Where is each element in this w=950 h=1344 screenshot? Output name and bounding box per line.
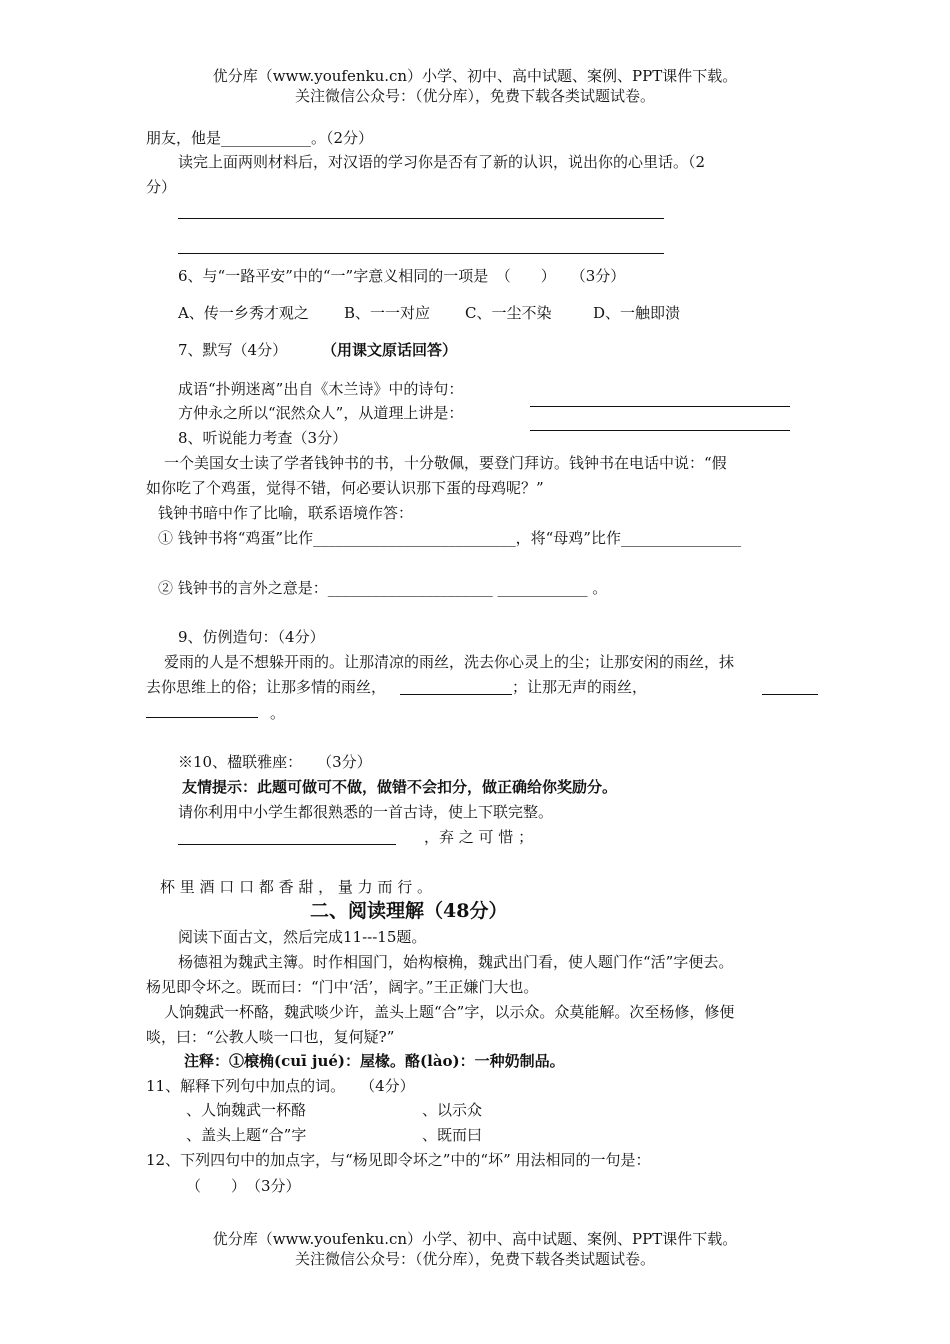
q11-item-1: 、人饷魏武一杯酪 <box>186 1101 307 1119</box>
q5-prompt-b: 分） <box>146 178 177 196</box>
footer-line-1: 优分库（www.youfenku.cn）小学、初中、高中试题、案例、PPT课件下载。 <box>212 1230 738 1248</box>
q7-note: （用课文原话回答） <box>322 341 458 359</box>
q11-item-2: 、以示众 <box>422 1101 483 1119</box>
q6-option-b: B、一一对应 <box>344 304 431 322</box>
q5-prompt-a: 读完上面两则材料后，对汉语的学习你是否有了新的认识，说出你的心里话。（2 <box>178 153 706 171</box>
reading-text-a: 杨德祖为魏武主簿。时作相国门，始构榱桷，魏武出门看，使人题门作“活”字便去。 <box>178 953 734 971</box>
answer-line[interactable] <box>400 694 512 695</box>
q9-para-c: 。 <box>270 704 286 722</box>
reading-note: 注释：①榱桷(cuī jué)：屋椽。酪(lào)：一种奶制品。 <box>184 1052 565 1070</box>
q11-stem: 11、解释下列句中加点的词。 （4分） <box>146 1077 415 1095</box>
answer-line[interactable] <box>178 253 664 254</box>
footer-line-2: 关注微信公众号：（优分库），免费下载各类试题试卷。 <box>294 1250 655 1268</box>
answer-line[interactable] <box>530 406 790 407</box>
q7-label: 7、默写（4分） <box>178 341 288 359</box>
q10-tip: 友情提示：此题可做可不做，做错不会扣分，做正确给你奖励分。 <box>182 778 618 796</box>
q8-sub-2: ② 钱钟书的言外之意是：______________________ ____________ 。 <box>158 579 608 597</box>
q6-stem: 6、与“一路平安”中的“一”字意义相同的一项是 （ ） （3分） <box>178 267 626 285</box>
answer-line[interactable] <box>178 844 396 845</box>
q10-label: ※10、楹联雅座： （3分） <box>178 753 372 771</box>
reading-text-b: 杨见即令坏之。既而曰：“门中‘活’，阔字。”王正嫌门大也。 <box>146 978 539 996</box>
q10-upper-tail: ，弃 之 可 惜 ； <box>424 828 534 846</box>
answer-line[interactable] <box>762 694 818 695</box>
section-title: 二、阅读理解（48分） <box>310 900 508 922</box>
answer-line[interactable] <box>530 430 790 431</box>
q11-item-3: 、盖头上题“合”字 <box>186 1126 307 1144</box>
q12-tail: （ ） （3分） <box>186 1177 301 1195</box>
q6-option-d: D、一触即溃 <box>593 304 681 322</box>
header-line-1: 优分库（www.youfenku.cn）小学、初中、高中试题、案例、PPT课件下载。 <box>212 67 738 85</box>
q9-para-b-1: 去你思维上的俗；让那多情的雨丝， <box>146 678 387 696</box>
reading-intro: 阅读下面古文，然后完成11---15题。 <box>178 928 427 946</box>
q8-label: 8、听说能力考查（3分） <box>178 429 348 447</box>
q8-para-c: 钱钟书暗中作了比喻，联系语境作答： <box>158 504 414 522</box>
answer-line[interactable] <box>178 218 664 219</box>
header-line-2: 关注微信公众号：（优分库），免费下载各类试题试卷。 <box>294 87 655 105</box>
q8-sub-1: ① 钱钟书将“鸡蛋”比作___________________________，将“母鸡”比作________________ <box>158 529 741 547</box>
q10-lower: 杯 里 酒 口 口 都 香 甜 ， 量 力 而 行 。 <box>160 878 432 896</box>
q7-line-2: 方仲永之所以“泯然众人”，从道理上讲是： <box>178 404 464 422</box>
reading-text-d: 啖，曰：“公教人啖一口也，复何疑?” <box>146 1028 395 1046</box>
q9-para-a: 爱雨的人是不想躲开雨的。让那清凉的雨丝，洗去你心灵上的尘；让那安闲的雨丝，抹 <box>164 653 735 671</box>
q10-instruction: 请你利用中小学生都很熟悉的一首古诗，使上下联完整。 <box>178 803 554 821</box>
reading-text-c: 人饷魏武一杯酪，魏武啖少许，盖头上题“合”字，以示众。众莫能解。次至杨修，修便 <box>164 1003 735 1021</box>
q8-para-b: 如你吃了个鸡蛋，觉得不错，何必要认识那下蛋的母鸡呢？” <box>146 479 544 497</box>
q11-item-4: 、既而曰 <box>422 1126 483 1144</box>
q8-para-a: 一个美国女士读了学者钱钟书的书，十分敬佩，要登门拜访。钱钟书在电话中说：“假 <box>164 454 727 472</box>
q6-option-a: A、传一乡秀才观之 <box>178 304 309 322</box>
q12-stem: 12、下列四句中的加点字，与“杨见即令坏之”中的“坏” 用法相同的一句是： <box>146 1151 651 1169</box>
q9-label: 9、仿例造句：（4分） <box>178 628 325 646</box>
q6-option-c: C、一尘不染 <box>465 304 552 322</box>
q7-line-1: 成语“扑朔迷离”出自《木兰诗》中的诗句： <box>178 380 464 398</box>
q9-para-b-2: ；让那无声的雨丝， <box>512 678 648 696</box>
answer-line[interactable] <box>146 717 258 718</box>
q5-tail: 朋友，他是____________。（2分） <box>146 129 374 147</box>
